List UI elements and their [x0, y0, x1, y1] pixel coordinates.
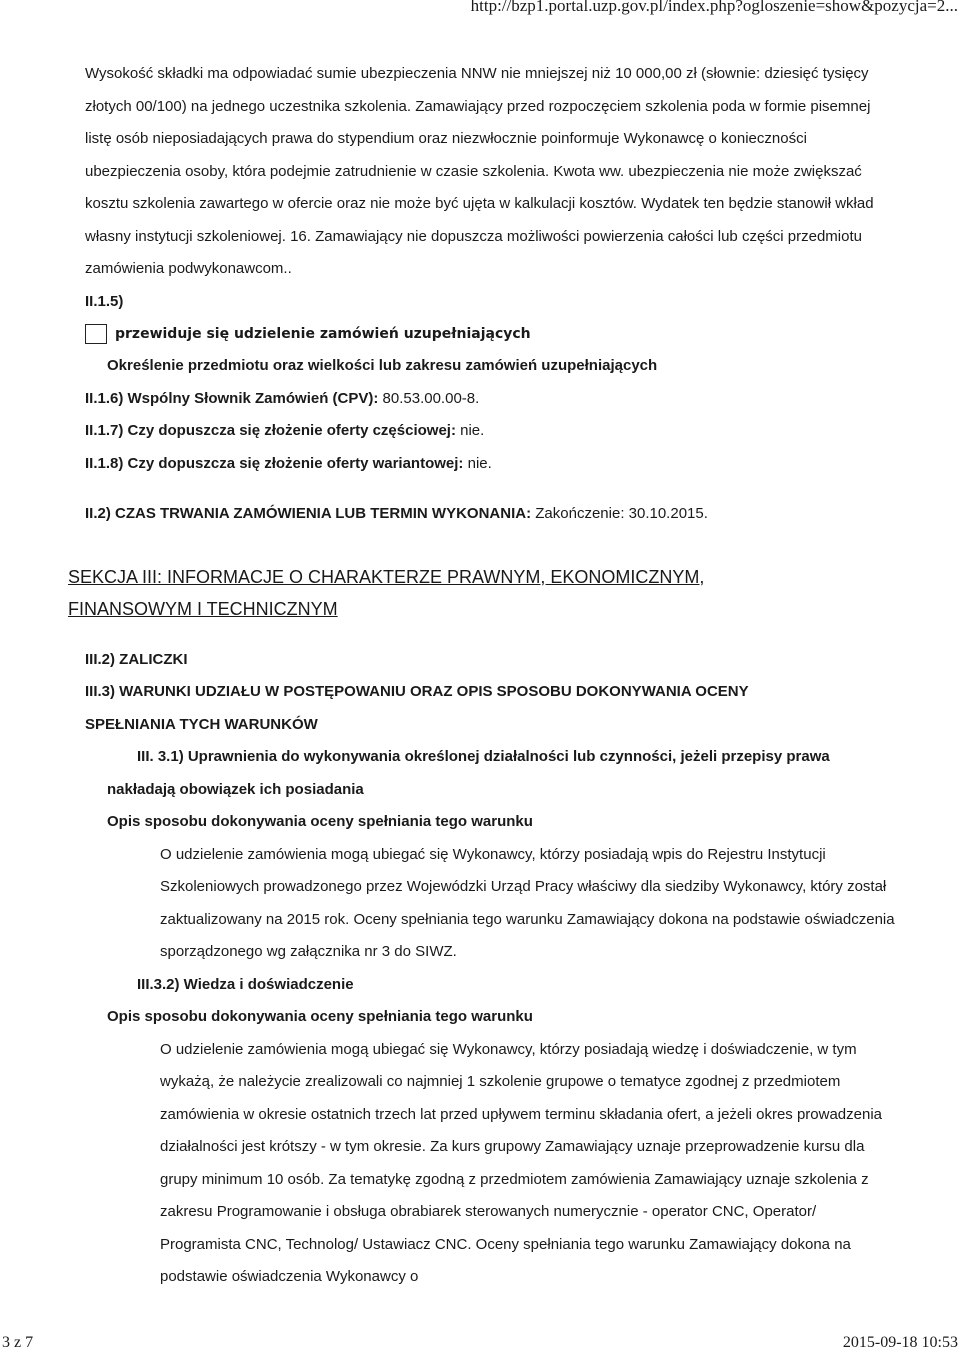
section-3-title — [68, 561, 900, 626]
print-datetime: 2015-09-18 10:53 — [842, 1334, 958, 1351]
ii-1-5-heading: II.1.5) — [85, 292, 124, 310]
conditions-heading-line2: SPEŁNIANIA TYCH WARUNKÓW — [85, 715, 318, 733]
iii-3-1-opis-label: Opis sposobu dokonywania oceny spełniania tego warunku — [107, 813, 533, 830]
duration-label: II.2) CZAS TRWANIA ZAMÓWIENIA LUB TERMIN WYKONANIA: — [85, 505, 532, 522]
iii-3-1-text: O udzielenie zamówienia mogą ubiegać się Wykonawcy, którzy posiadają wpis do Rejestru Instytucji Szkoleniowych prowadzonego przez Wojewódzki Urząd Pracy właściwy dla siedziby Wykonawcy, który został zaktualizowany na 2015 rok. Oceny spełniania tego warunku Zamawiający dokona na podstawie oświadczenia sporządzonego wg załącznika nr 3 do SIWZ. — [160, 845, 895, 960]
iii-3-2-text: O udzielenie zamówienia mogą ubiegać się Wykonawcy, którzy posiadają wiedzę i doświadczenie, w tym wykażą, że należycie zrealizowali co najmniej 1 szkolenie grupowe o tematyce zgodnej z przedmiotem zamówienia w okresie ostatnich trzech lat przed upływem terminu składania ofert, a jeżeli okres prowadzenia działalności jest krótszy - w tym okresie. Za kurs grupowy Zamawiający uznaje przeprowadzenie kursu dla grupy minimum 10 osób. Za tematykę zgodną z przedmiotem zamówienia Zamawiający uznaje szkolenia z zakresu Programowanie i obsługa obrabiarek sterowanych numerycznie - operator CNC, Operator/ Programista CNC, Technolog/ Ustawiacz CNC. Oceny spełniania tego warunku Zamawiający dokona na podstawie oświadczenia Wykonawcy o — [160, 1040, 883, 1285]
iii-3-2-opis-label: Opis sposobu dokonywania oceny spełniania tego warunku — [107, 1008, 533, 1025]
intro-paragraph: Wysokość składki ma odpowiadać sumie ubezpieczenia NNW nie mniejszej niż 10 000,00 zł (słownie: dziesięć tysięcy złotych 00/100) na jednego uczestnika szkolenia. Zamawiający przed rozpoczęciem szkolenia poda w formie pisemnej listę osób nieposiadających prawa do stypendium oraz niezwłocznie poinformuje Wykonawcę o konieczności ubezpieczenia osoby, która podejmie zatrudnienie w czasie szkolenia. Kwota ww. ubezpieczenia nie może zwiększać kosztu szkolenia zawartego w ofercie oraz nie może być ujęta w kalkulacji kosztów. Wydatek ten będzie stanowił wkład własny instytucji szkoleniowej. 16. Zamawiający nie dopuszcza możliwości powierzenia całości lub części przedmiotu zamówienia podwykonawcom.. — [85, 65, 874, 277]
iii-3-1-heading-line1: III. 3.1) Uprawnienia do wykonywania określonej działalności lub czynności, jeżeli przepisy prawa — [137, 748, 830, 765]
partial-offer-line — [85, 415, 900, 448]
section-3-title-line1: SEKCJA III: INFORMACJE O CHARAKTERZE PRAWNYM, EKONOMICZNYM, — [68, 566, 705, 587]
cpv-line — [85, 383, 900, 416]
section-3-title-line2: FINANSOWYM I TECHNICZNYM — [68, 599, 338, 619]
partial-offer-label: II.1.7) Czy dopuszcza się złożenie oferty częściowej: — [85, 422, 456, 439]
conditions-heading-line1: III.3) WARUNKI UDZIAŁU W POSTĘPOWANIU ORAZ OPIS SPOSOBU DOKONYWANIA OCENY — [85, 683, 749, 700]
supplementary-orders-subheading: Określenie przedmiotu oraz wielkości lub zakresu zamówień uzupełniających — [107, 357, 658, 374]
document-content — [68, 58, 900, 1294]
cpv-value: 80.53.00.00-8. — [382, 389, 480, 407]
supplementary-orders-row — [85, 318, 900, 350]
advances-heading: III.2) ZALICZKI — [85, 650, 188, 668]
iii-3-1-heading-line2: nakładają obowiązek ich posiadania — [107, 780, 364, 798]
variant-offer-value: nie. — [467, 454, 492, 472]
duration-value: Zakończenie: 30.10.2015. — [535, 505, 708, 522]
partial-offer-value: nie. — [460, 422, 485, 439]
cpv-label: II.1.6) Wspólny Słownik Zamówień (CPV): — [85, 389, 379, 407]
iii-3-2-heading: III.3.2) Wiedza i doświadczenie — [137, 975, 354, 993]
duration-line — [85, 498, 900, 531]
variant-offer-label: II.1.8) Czy dopuszcza się złożenie oferty wariantowej: — [85, 454, 464, 472]
page-number: 3 z 7 — [2, 1334, 34, 1351]
page-url: http://bzp1.portal.uzp.gov.pl/index.php?ogloszenie=show&pozycja=2... — [470, 0, 958, 15]
supplementary-orders-checkbox[interactable] — [85, 324, 107, 344]
variant-offer-line — [85, 448, 900, 481]
supplementary-orders-label: przewiduje się udzielenie zamówień uzupełniających — [115, 326, 531, 342]
